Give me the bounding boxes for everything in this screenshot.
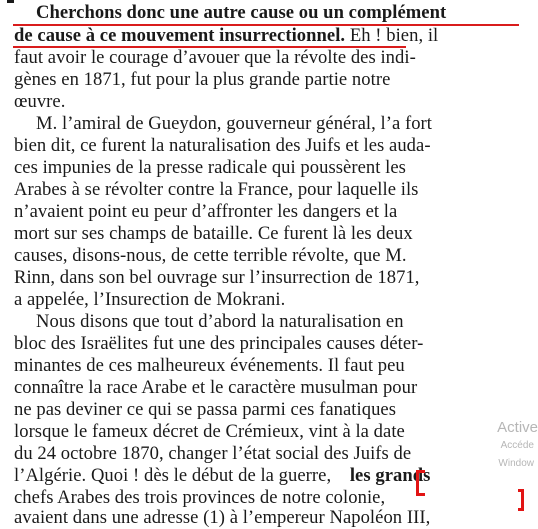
text-line-22-start: l’Algérie. Quoi ! dès le début de la guerre,: [14, 465, 332, 486]
text-line-23: chefs Arabes des trois provinces de notre colonie,: [14, 487, 386, 508]
text-line-2: [14, 25, 438, 47]
text-line-3: faut avoir le courage d’avouer que la révolte des indi-: [14, 47, 416, 68]
text-line-8: ces impunies de la presse radicale qui poussèrent les: [14, 157, 406, 178]
text-line-9: Arabes à se révolter contre la France, pour laquelle ils: [14, 179, 419, 200]
text-line-22: [14, 465, 430, 487]
text-line-16: bloc des Israëlites fut une des principales causes déter-: [14, 333, 424, 354]
activation-watermark-title: Active: [497, 419, 538, 436]
text-line-2-rest: Eh ! bien, il: [345, 25, 439, 46]
text-line-18: connaître la race Arabe et le caractère musulman pour: [14, 377, 418, 398]
red-open-bracket: [416, 470, 425, 496]
highlighted-sentence-part1: Cherchons donc une autre cause ou un complément: [36, 2, 447, 23]
previous-line-fragment: [7, 0, 14, 3]
text-line-6: M. l’amiral de Gueydon, gouverneur général, l’a fort: [36, 113, 433, 134]
text-line-4: gènes en 1871, fut pour la plus grande partie notre: [14, 69, 391, 90]
text-line-14: a appelée, l’Insurection de Mokrani.: [14, 289, 286, 310]
text-line-21: du 24 octobre 1870, changer l’état social des Juifs de: [14, 443, 412, 464]
text-line-15: Nous disons que tout d’abord la naturalisation en: [36, 311, 404, 332]
text-line-5: œuvre.: [14, 91, 66, 112]
text-line-24: avaient dans une adresse (1) à l’empereur Napoléon III,: [14, 507, 431, 528]
activation-watermark-line2: Accéde: [500, 440, 534, 451]
text-line-17: minantes de ces malheureux événements. Il faut peu: [14, 355, 405, 376]
bracketed-passage-start: les grands: [349, 465, 431, 486]
highlighted-sentence-part2: de cause à ce mouvement insurrectionnel.: [14, 25, 346, 46]
text-line-10: n’avaient point eu peur d’affronter les dangers et la: [14, 201, 398, 222]
text-line-7: bien dit, ce furent la naturalisation des Juifs et les auda-: [14, 135, 431, 156]
activation-watermark-line3: Window: [498, 458, 534, 469]
text-line-1: [36, 2, 446, 24]
text-line-13: Rinn, dans son bel ouvrage sur l’insurrection de 1871,: [14, 267, 420, 288]
red-close-bracket: [518, 489, 524, 511]
text-line-20: lorsque le fameux décret de Crémieux, vint à la date: [14, 421, 405, 442]
text-line-11: mort sur ses champs de bataille. Ce furent là les deux: [14, 223, 413, 244]
text-line-19: ne pas deviner ce qui se passa parmi ces fanatiques: [14, 399, 397, 420]
text-line-12: causes, disons-nous, de cette terrible révolte, que M.: [14, 245, 407, 266]
